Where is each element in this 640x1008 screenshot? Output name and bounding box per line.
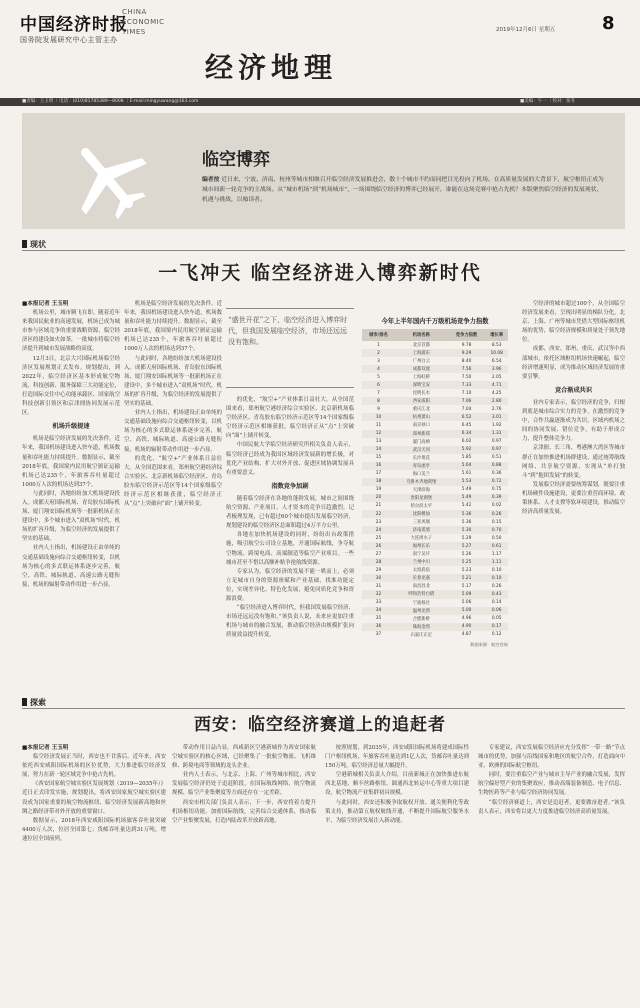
table-cell: 北京首都 (412, 343, 430, 349)
table-cell: 成都双流 (395, 365, 448, 373)
table-row (362, 534, 508, 542)
table-cell: 沈阳桃仙 (395, 510, 448, 518)
table-cell: 5.36 (461, 519, 472, 525)
table-cell: 1.92 (491, 422, 502, 428)
paragraph: 12月3日，北京大兴国际机场临空经济区发展规划正式发布。规划提出，到2022年，临空经济区基本形成航空物流、科技创新、服务保障三大功能定位，打造国际交往中心功能承载区、国家航空科技创新引领区和京津冊协同发展示范区。 (22, 355, 120, 417)
table-row (362, 558, 508, 566)
table-cell: 2.76 (491, 406, 502, 412)
table-cell: 太原武宿 (412, 568, 430, 574)
table-cell: 34 (362, 607, 395, 615)
table-cell: 8.53 (491, 342, 502, 348)
paragraph: 业内人士指出，机场建设正由单纯的交通基础设施向综合交通枢纽转变，以机场为核心的多式联运体系逐步完善，航空、高铁、城际轨道、高速公路无缝衔接，机场的辐射带动作用进一步凸显。 (124, 410, 222, 453)
table-cell: 5.92 (448, 446, 486, 454)
table-cell: 35 (375, 616, 382, 622)
table-cell: 上海浦东 (395, 349, 448, 357)
table-row (362, 599, 508, 607)
table-cell: 5.42 (461, 503, 472, 509)
table-cell: 合肥新桥 (412, 616, 430, 622)
table-cell: 5.26 (461, 551, 472, 557)
table-header: 竞争力指数 (448, 329, 486, 341)
table-row (362, 478, 508, 486)
table-row (362, 373, 508, 381)
table-cell: 温州龙湾 (395, 607, 448, 615)
table-cell: 0.10 (485, 574, 508, 582)
table-cell: 7.56 (448, 365, 486, 373)
page-date: 2019年12月6日 星期五 (496, 27, 556, 33)
table-cell: 7.50 (461, 374, 472, 380)
table-row (362, 349, 508, 357)
table-cell: 24 (362, 526, 395, 534)
table-cell: 18 (362, 478, 395, 486)
table-cell: 2 (362, 349, 395, 357)
table-cell: 27 (375, 551, 382, 557)
table-row (362, 430, 508, 438)
table-cell: 长沙黄花 (412, 455, 430, 461)
table-cell: 7 (377, 390, 380, 396)
table-cell: 0.26 (491, 583, 502, 589)
table-cell: 天津滨海 (412, 487, 430, 493)
topic-banner (22, 113, 625, 229)
table-cell: 20 (362, 494, 395, 502)
paragraph: 与此同时，各地纷纷加大机场建设投入。成都天府国际机场、青岛胶东国际机场、厦门翔安国际机场等一批新机场正在建设中，多个城市进入“双机场”时代。机场的扩容升级，为临空经济的发展提供了坚实的基础。 (22, 490, 120, 543)
table-row (362, 518, 508, 526)
table-cell: 1.31 (485, 430, 508, 438)
table-cell: 26 (362, 542, 395, 550)
paragraph: 业内人士指出，机场建设正由单纯的交通基础设施向综合交通枢纽转变，以机场为核心的多式联运体系逐步完善，航空、高铁、城际轨道、高速公路无缝衔接，机场的辐射带动作用进一步凸显。 (22, 545, 120, 588)
table-row (362, 623, 508, 631)
lead-text: 近日来，宁波、济南、杭州等城市相继召开临空经济发展推进会，数十个城市不约而同把目光投向了机场。在高质量发展的大背景下，航空枢纽正成为城市间新一轮竞争的主战场。从“城市机场”到“机场城市”，一场围绕临空经济的博弈已经展开，谁能在这场竞赛中抢占先机？本版聚焦临空经济的发展现状、机遇与挑战，以飨读者。 (202, 177, 604, 203)
table-cell: 杭州萧山 (395, 413, 448, 421)
table-cell: 5.36 (448, 510, 486, 518)
paragraph: 数据显示，2018年西安咸阳国际机场旅客吞吐量突破4400万人次，位居全国第七；货邮吞吐量达到31万吨，增速位居全国前列。 (22, 817, 166, 842)
section-label-explore: 探索 (22, 697, 46, 708)
paragraph: 西安市相关部门负责人表示，下一步，西安将着力提升机场枢纽功能，加密国际航线，完善综合交通体系，推动临空产业集聚发展，打造内陆改革开放新高地。 (172, 799, 316, 824)
table-cell: 4.25 (491, 390, 502, 396)
table-row (362, 389, 508, 397)
table-cell: 0.17 (485, 623, 508, 631)
table-cell: 0.61 (485, 542, 508, 550)
paragraph: 京津冊、长三角、粤港澳大湾区等城市群正在加快推进机场群建设，通过统筹航线网络、共享航空资源，实现从“单打独斗”到“抱团发展”的转变。 (522, 445, 625, 479)
paragraph: 业内专家表示，临空经济的竞争，归根到底是城市综合实力的竞争。在激烈的竞争中，合作共赢逐渐成为共识。区域内机场之间的协同发展、错位竞争，有助于形成合力，提升整体竞争力。 (522, 399, 625, 443)
table-cell: 36 (362, 623, 395, 631)
paragraph: 各地在加快机场建设的同时，纷纷出台政策措施，吸引航空公司设立基地，开通国际航线，争夺航空物流、跨境电商、高端制造等临空产业项目。一些城市甚至不惜以高额补贴争抢航线资源。 (226, 532, 354, 566)
table-cell: 1.11 (485, 558, 508, 566)
table-cell: 0.88 (485, 462, 508, 470)
paragraph: 按照规划，到2035年，西安咸阳国际机场将建成国际性门户枢纽机场，年旅客吞吐量达到1亿人次，货邮吞吐量达到150万吨，临空经济总量大幅提升。 (325, 745, 469, 770)
article1-headline: 一飞冲天 临空经济进入博弈新时代 (158, 262, 482, 284)
table-cell: 5.00 (448, 607, 486, 615)
table-cell: 0.97 (491, 439, 502, 445)
table-row (362, 381, 508, 389)
section-rule (22, 708, 625, 709)
table-cell: 乌鲁木齐地窝堡 (395, 478, 448, 486)
table-cell: 10.08 (485, 349, 508, 357)
paragraph: 临空经济发展正当时，西安也不甘落后。近年来，西安依托西安咸阳国际机场的区位优势，大力推进临空经济发展，努力在新一轮区域竞争中抢占先机。 (22, 754, 166, 779)
table-cell: 广州白云 (412, 359, 430, 365)
table-cell: 6.34 (448, 430, 486, 438)
table-cell: 5.64 (448, 462, 486, 470)
article1-column (22, 300, 120, 692)
table-cell: 1 (377, 342, 380, 348)
article1-column (522, 300, 625, 692)
table-cell: 10 (362, 413, 395, 421)
article2-byline: ■本报记者 王玉明 (22, 745, 69, 751)
table-cell: 7.06 (448, 397, 486, 405)
table-source: 数据来源：航空咨询 (470, 641, 508, 647)
banner-lead (202, 175, 607, 205)
table-cell: 5.85 (461, 455, 472, 461)
table-cell: 0.72 (485, 478, 508, 486)
table-cell: 0.43 (485, 590, 508, 598)
paragraph: 专家认为，临空经济的发展不能一哄而上，必须立足城市自身的资源禀赋和产业基础，找准功能定位，实现差异化、特色化发展，避免同质化竞争和资源浪费。 (226, 568, 354, 602)
editor-info: ■责编：王玉明 ｜电话：(010)81785389—8008 ｜E-mail:mingyuwang@163.com (22, 99, 199, 104)
table-cell: 1.17 (491, 551, 502, 557)
article1-subhead: 指数竞争加剧 (271, 482, 309, 490)
paragraph: 业内人士表示，与北京、上海、广州等城市相比，西安发展临空经济仍处于追赶阶段，在国际航线网络、航空物流规模、临空产业集聚度等方面还存在一定差距。 (172, 772, 316, 797)
table-cell: 5.21 (448, 574, 486, 582)
paragraph: 机场是临空经济发展的先决条件。近年来，我国机场建设进入快车道，机场数量和吞吐能力持续提升。数据显示，截至2018年底，我国境内民用航空颁证运输机场已达235个，年旅客吞吐量超过1000万人次的机场达到37个。 (124, 301, 222, 353)
table-cell: 2.80 (485, 397, 508, 405)
article2-column (22, 744, 166, 1002)
table-cell: 5.27 (448, 542, 486, 550)
table-cell: 4 (362, 365, 395, 373)
table-row (362, 550, 508, 558)
table-cell: 0.75 (491, 487, 502, 493)
table-cell: 南昌昌北 (412, 584, 430, 590)
table-header: 城市/排名 (362, 329, 395, 341)
paragraph: 中国民航大学临空经济研究所相关负责人表示，临空经济已经成为我国区域经济发展新的增长极，对优化产业结构、扩大对外开放、促进区域协调发展具有重要意义。 (226, 442, 354, 476)
table-row (362, 542, 508, 550)
table-cell: 三亚凤凰 (412, 520, 430, 526)
table-cell: 5 (377, 374, 380, 380)
table-cell: 4.71 (485, 381, 508, 389)
table-row (362, 357, 508, 365)
table-row (362, 341, 508, 349)
table-cell: 0.02 (491, 503, 502, 509)
table-cell: 0.05 (491, 616, 502, 622)
table-cell: 5.25 (448, 558, 486, 566)
paragraph: 随着临空经济在各地的蓬勃发展，城市之间围绕航空资源、产业项目、人才资本的竞争日趋激烈。记者梳理发现，已有超过60个城市提出发展临空经济，规划建设的临空经济区总面积超过4万平方公里。 (226, 495, 354, 530)
table-cell: 0.26 (485, 510, 508, 518)
table-cell: 28 (362, 558, 395, 566)
table-cell: 0.06 (485, 607, 508, 615)
table-cell: 厦门高崎 (412, 439, 430, 445)
paragraph: 机场公里，城市腾飞在即。随着近年来我国民航业的高速发展，机场已成为城市参与区域竞争的重要战略资源，临空经济区的建设如火如荼，一批城市将临空经济提升到城市发展战略的高度。 (22, 310, 120, 353)
paragraph: 专家建议，西安发展临空经济应充分发挥“一带一路”节点城市的优势，加强与沿线国家和地区的航空合作，打造面向中亚、欧洲的国际航空枢纽。 (478, 745, 625, 770)
table-row (362, 615, 508, 623)
table-cell: 2.05 (491, 374, 502, 380)
paragraph: 的优化，“航空+”产业体系日益壮大。从全国范围来看，郑州航空港经济综合实验区、北京新机场临空经济区、青岛胶东临空经济示范区等14个国家级临空经济示范区相继获批，临空经济正从“点”上突破向“面”上铺开转变。 (124, 455, 222, 508)
table-cell: 5.23 (461, 567, 472, 573)
table-cell: 5.06 (461, 600, 472, 606)
table-cell: 大连周水子 (410, 536, 433, 542)
table-row (362, 574, 508, 582)
table-row (362, 566, 508, 574)
pull-quote: “盛世开花”之下，临空经济进入博弈时代，但我国发展临空经济，市场还远远没有饱和。 (226, 308, 354, 388)
table-cell: 31 (375, 583, 382, 589)
paragraph: “临空经济进入博弈时代，但我国发展临空经济，市场还远远没有饱和。”该负责人说，未来应更加注重机场与城市的融合发展，推动临空经济由规模扩张向质量效益提升转变。 (226, 605, 354, 639)
table-cell: 重庆江北 (412, 407, 430, 413)
table-cell: 11 (375, 422, 382, 428)
paper-en-line: TIMES (122, 28, 146, 36)
table-row (362, 365, 508, 373)
article1-column (226, 396, 354, 692)
article2-headline: 西安：临空经济赛道上的追赶者 (194, 715, 446, 735)
table-cell: 16 (362, 462, 395, 470)
section-label-now: 现状 (22, 239, 46, 250)
paper-en-line: ECONOMIC (122, 18, 165, 26)
table-cell: 济南遥墙 (395, 526, 448, 534)
table-cell: 3 (377, 358, 380, 364)
table-cell: 5.17 (461, 583, 472, 589)
design-info: ■美编：午一 ｜校对：张冬 (520, 99, 576, 104)
table-cell: 30 (362, 574, 395, 582)
table-row (362, 454, 508, 462)
table-cell: 0.39 (485, 494, 508, 502)
table-cell: 珠海金湾 (395, 623, 448, 631)
article2-column (478, 744, 625, 1002)
table-row (362, 405, 508, 413)
section-rule (22, 250, 625, 251)
paper-en-line: CHINA (122, 8, 147, 16)
table-cell: 0.51 (491, 455, 502, 461)
table-cell: 郑州新郑 (395, 430, 448, 438)
table-cell: 海口美兰 (412, 471, 430, 477)
table-cell: 37 (375, 632, 382, 638)
table-row (362, 421, 508, 429)
paragraph: 机场是临空经济发展的先决条件。近年来，我国机场建设进入快车道，机场数量和吞吐能力持续提升。数据显示，截至2018年底，我国境内民用航空颁证运输机场已达235个，年旅客吞吐量超过1000万人次的机场达到37个。 (22, 436, 120, 488)
table-row (362, 526, 508, 534)
table-cell: 福州长乐 (395, 542, 448, 550)
table-cell: 0.70 (485, 526, 508, 534)
table-header: 增长率 (485, 329, 508, 341)
table-row (362, 486, 508, 494)
paragraph: 的优化，“航空+”产业体系日益壮大。从全国范围来看，郑州航空港经济综合实验区、北京新机场临空经济区、青岛胶东临空经济示范区等14个国家级临空经济示范区相继获批，临空经济正从“点”上突破向“面”上铺开转变。 (226, 397, 354, 440)
lead-label: 编者按 (202, 177, 220, 183)
table-title: 今年上半年国内千万级机场竞争力指数 (381, 318, 489, 325)
table-cell: 7.10 (461, 390, 472, 396)
ranking-table (362, 329, 508, 639)
table-row (362, 582, 508, 590)
table-cell: 西安咸阳 (395, 397, 448, 405)
paragraph: 带动作用日益凸显。西咸新区空港新城作为西安国家航空城实验区的核心区域，已经聚集了一批航空物流、飞机维修、跨境电商等领域的龙头企业。 (172, 745, 316, 770)
table-cell: 上海虹桥 (412, 375, 430, 381)
table-cell: 宁波栎社 (412, 600, 430, 606)
table-cell: 0.10 (491, 567, 502, 573)
table-row (362, 631, 508, 639)
paragraph: 《西安国家航空城实验区发展规划（2019—2035年）》近日正式印发实施，规划提出，将西安国家航空城实验区建设成为国家重要的航空物流枢纽、临空经济发展新高地和丝绸之路经济带对外开放的重要窗口。 (22, 781, 166, 815)
article1-subhead: 竞合渐成共识 (554, 386, 593, 394)
competitiveness-table (362, 316, 508, 648)
paragraph: 空经济的城市超过100个，从全国临空经济发展来看，呈现出明显的梯队分化，北京、上海、广州等城市凭借大型国际枢纽机场的优势，临空经济规模和质量处于领先地位。 (522, 301, 625, 344)
table-cell: 9 (377, 406, 380, 412)
table-cell: 22 (362, 510, 395, 518)
table-cell: 19 (375, 487, 382, 493)
table-cell: 8.40 (461, 358, 472, 364)
table-cell: 23 (375, 519, 382, 525)
table-cell: 5.49 (461, 487, 472, 493)
table-cell: 0.36 (491, 471, 502, 477)
article2-column (325, 744, 469, 1002)
table-row (362, 607, 508, 615)
table-cell: 12 (362, 430, 395, 438)
table-cell: 5.53 (448, 478, 486, 486)
table-row (362, 397, 508, 405)
table-row (362, 470, 508, 478)
paragraph: 与此同时，各地纷纷加大机场建设投入。成都天府国际机场、青岛胶东国际机场、厦门翔安国际机场等一批新机场正在建设中，多个城市进入“双机场”时代。机场的扩容升级，为临空经济的发展提供了坚实的基础。 (124, 355, 222, 408)
table-cell: 长春龙嘉 (395, 574, 448, 582)
paper-tagline: 国务院发展研究中心主管主办 (20, 36, 118, 44)
table-cell: 32 (362, 590, 395, 598)
table-cell: 5.61 (461, 471, 472, 477)
table-row (362, 502, 508, 510)
table-row (362, 494, 508, 502)
table-cell: 7.33 (448, 381, 486, 389)
table-cell: 3.01 (485, 413, 508, 421)
table-cell: 9.78 (461, 342, 472, 348)
paper-name-en (122, 7, 165, 37)
table-cell: 南京禄口 (412, 423, 430, 429)
table-cell: 7.04 (461, 406, 472, 412)
table-cell: 贵阳龙洞堡 (395, 494, 448, 502)
table-cell: 15 (375, 455, 382, 461)
table-cell: 0.14 (491, 600, 502, 606)
section-title: 经济地理 (205, 51, 338, 84)
paper-name: 中国经济时报 (20, 15, 128, 35)
editor-info-bar (0, 98, 640, 106)
table-header-row (362, 329, 508, 341)
table-cell: 6.45 (461, 422, 472, 428)
table-cell: 4.96 (461, 616, 472, 622)
table-cell: 5.30 (448, 526, 486, 534)
paragraph: 与此同时，西安还积极争取航权开放、通关便利化等政策支持，推动第五航权航线开通，不断提升国际航空服务水平，为临空经济发展注入新动能。 (325, 799, 469, 824)
table-row (362, 438, 508, 446)
table-row (362, 413, 508, 421)
table-cell: 6.52 (448, 413, 486, 421)
table-cell: 9.29 (448, 349, 486, 357)
table-cell: 14 (362, 446, 395, 454)
table-cell: 21 (375, 503, 382, 509)
table-cell: 3.96 (485, 365, 508, 373)
table-cell: 哈尔滨太平 (410, 503, 433, 509)
table-cell: 昆明长水 (412, 391, 430, 397)
table-cell: 8 (362, 397, 395, 405)
masthead (0, 0, 640, 98)
table-cell: 25 (375, 535, 382, 541)
table-cell: 33 (375, 600, 382, 606)
paragraph: “临空经济赛道上，西安是追赶者，更要做奋进者。”该负责人表示，西安将以更大力度推进临空经济高质量发展。 (478, 799, 625, 815)
table-cell: 0.12 (491, 632, 502, 638)
table-header: 机场名称 (395, 329, 448, 341)
table-cell: 5.09 (448, 590, 486, 598)
table-cell: 5.49 (448, 494, 486, 502)
paragraph: 空港新城相关负责人介绍，目前新城正在加快推进东航西北基地、顺丰丝路枢纽、圆通西北转运中心等重大项目建设，航空物流产业集群初具规模。 (325, 772, 469, 797)
table-row (362, 446, 508, 454)
table-cell: 武汉天河 (395, 446, 448, 454)
table-cell: 4.87 (461, 632, 472, 638)
table-cell: 6.54 (491, 358, 502, 364)
table-cell: 南宁吴圩 (412, 552, 430, 558)
table-cell: 深圳宝安 (395, 381, 448, 389)
table-cell: 0.15 (491, 519, 502, 525)
table-body (362, 341, 508, 639)
airplane-icon (62, 133, 152, 223)
paragraph: 发展临空经济需要统筹谋划，既要注重机场硬件设施建设，更要注重营商环境、政策体系、人才支撑等软环境建设，推动临空经济高质量发展。 (522, 481, 625, 516)
table-cell: 0.50 (491, 535, 502, 541)
table-cell: 青岛流亭 (395, 462, 448, 470)
table-cell: 5.29 (461, 535, 472, 541)
article1-byline: ■本报记者 王玉明 (22, 301, 69, 307)
article1-column (124, 300, 222, 692)
table-cell: 石家庄正定 (410, 632, 433, 638)
table-cell: 兰州中川 (395, 558, 448, 566)
article1-subhead: 机场升级提速 (52, 423, 90, 431)
page-number: 8 (602, 13, 615, 34)
table-cell: 17 (375, 471, 382, 477)
table-cell: 29 (375, 567, 382, 573)
table-cell: 6 (362, 381, 395, 389)
article2-column (172, 744, 316, 1002)
paragraph: 同时，要注重临空产业与城市主导产业的融合发展，发挥航空偏好型产业的集聚效应，推动高端装备制造、电子信息、生物医药等产业与临空经济协同发展。 (478, 772, 625, 797)
table-cell: 0.97 (485, 446, 508, 454)
table-row (362, 510, 508, 518)
table-row (362, 462, 508, 470)
banner-title: 临空博弈 (202, 150, 270, 170)
table-cell: 呼和浩特白塔 (395, 590, 448, 598)
table-row (362, 590, 508, 598)
table-cell: 4.90 (448, 623, 486, 631)
table-cell: 6.02 (461, 439, 472, 445)
paragraph: 成都、西安、郑州、重庆、武汉等中西部城市，依托区域枢纽机场快速崛起，临空经济增速明显，成为推动区域经济发展的重要引擎。 (522, 346, 625, 380)
table-cell: 13 (375, 439, 382, 445)
